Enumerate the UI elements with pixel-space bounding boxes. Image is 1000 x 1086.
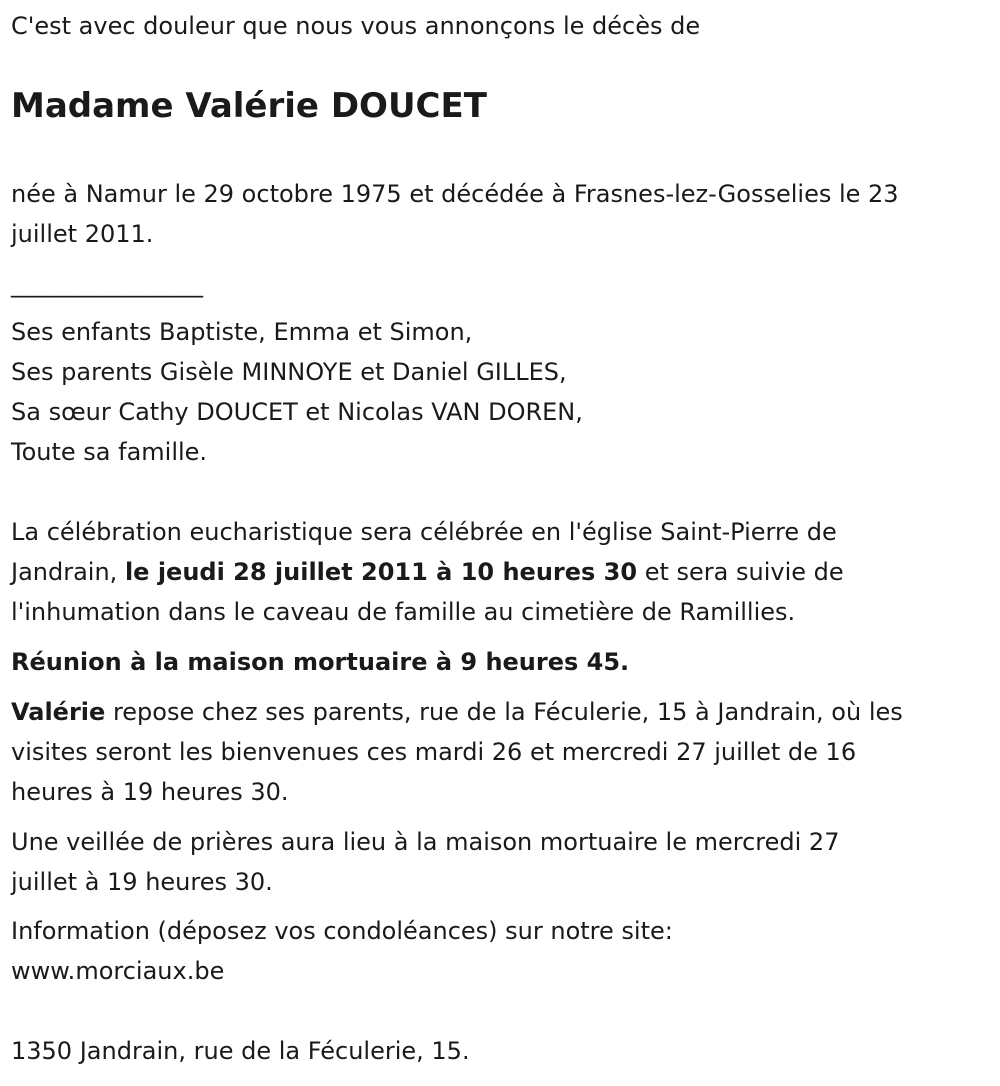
ceremony-line-2-start: Jandrain,	[11, 558, 125, 586]
visit-line-2: visites seront les bienvenues ces mardi 26 et mercredi 27 juillet de 16	[11, 738, 857, 766]
ceremony-line-3: l'inhumation dans le caveau de famille au cimetière de Ramillies.	[11, 598, 796, 626]
intro-text: C'est avec douleur que nous vous annonçons le décès de	[11, 12, 701, 40]
address-text: 1350 Jandrain, rue de la Féculerie, 15.	[11, 1037, 470, 1065]
visit-line-3: heures à 19 heures 30.	[11, 778, 289, 806]
ceremony-date: le jeudi 28 juillet 2011 à 10 heures 30	[124, 558, 638, 586]
website-link[interactable]: www.morciaux.be	[11, 957, 225, 985]
vigil-line-2: juillet à 19 heures 30.	[11, 868, 273, 896]
ceremony-line-2	[11, 552, 844, 592]
visit-line-1-rest: repose chez ses parents, rue de la Féculerie, 15 à Jandrain, où les	[105, 698, 903, 726]
visit-line-1	[11, 692, 903, 732]
ceremony-line-2-end: et sera suivie de	[637, 558, 844, 586]
vigil-line-1: Une veillée de prières aura lieu à la maison mortuaire le mercredi 27	[11, 828, 840, 856]
reunion-text: Réunion à la maison mortuaire à 9 heures 45.	[11, 648, 630, 676]
separator-line: ________________	[11, 270, 203, 298]
visit-name: Valérie	[11, 698, 106, 726]
deceased-name: Madame Valérie DOUCET	[11, 86, 487, 126]
family-line-3: Sa sœur Cathy DOUCET et Nicolas VAN DOREN,	[11, 398, 583, 426]
birth-line-1: née à Namur le 29 octobre 1975 et décédée à Frasnes-lez-Gosselies le 23	[11, 180, 899, 208]
family-line-2: Ses parents Gisèle MINNOYE et Daniel GILLES,	[11, 358, 567, 386]
info-line-1: Information (déposez vos condoléances) sur notre site:	[11, 917, 673, 945]
family-line-4: Toute sa famille.	[11, 438, 208, 466]
ceremony-line-1: La célébration eucharistique sera célébrée en l'église Saint-Pierre de	[11, 518, 837, 546]
birth-line-2: juillet 2011.	[11, 220, 154, 248]
family-line-1: Ses enfants Baptiste, Emma et Simon,	[11, 318, 473, 346]
